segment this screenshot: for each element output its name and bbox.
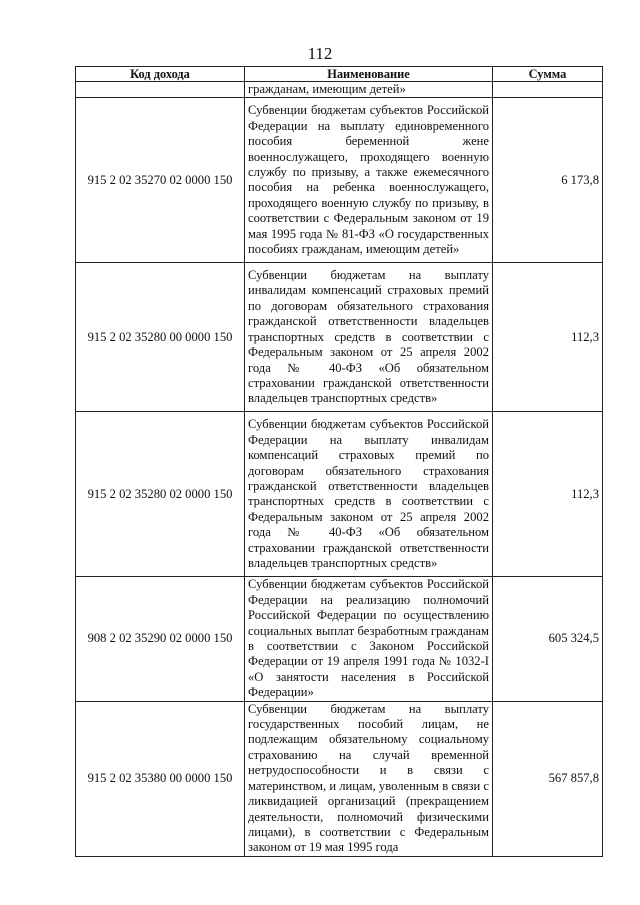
table-row bbox=[76, 412, 603, 577]
table-row bbox=[76, 98, 603, 263]
revenue-name-cell: Субвенции бюджетам субъектов Российской Федерации на реализацию полномочий Российской Федерации по осуществлению социальных выплат безработным гражданам в соответствии с Законом Российской Федерации от 19 апреля 1991 года № 1032-I «О занятости населения в Российской Федерации» bbox=[245, 577, 493, 701]
page-number: 112 bbox=[307, 44, 333, 63]
revenue-code-cell: 915 2 02 35270 02 0000 150 bbox=[76, 98, 245, 263]
revenue-sum-cell: 112,3 bbox=[493, 263, 603, 412]
revenue-sum-cell: 112,3 bbox=[493, 412, 603, 577]
table-row bbox=[76, 577, 603, 701]
revenue-sum-cell: 605 324,5 bbox=[493, 577, 603, 701]
revenue-code-cell: 915 2 02 35280 00 0000 150 bbox=[76, 263, 245, 412]
revenue-sum-cell bbox=[493, 82, 603, 98]
table-header-row bbox=[76, 67, 603, 82]
revenue-code-cell: 915 2 02 35380 00 0000 150 bbox=[76, 701, 245, 856]
revenue-name-cell: Субвенции бюджетам субъектов Российской Федерации на выплату единовременного пособия беременной жене военнослужащего, проходящего военную службу по призыву, а также ежемесячного пособия на ребенка военнослужащего, проходящего военную службу по призыву, в соответствии с Федеральным законом от 19 мая 1995 года № 81-ФЗ «О государственных пособиях гражданам, имеющим детей» bbox=[245, 98, 493, 263]
revenue-name-cell: Субвенции бюджетам субъектов Российской Федерации на выплату инвалидам компенсаций страховых премий по договорам обязательного страхования гражданской ответственности владельцев транспортных средств в соответствии с Федеральным законом от 25 апреля 2002 года № 40-ФЗ «Об обязательном страховании гражданской ответственности владельцев транспортных средств» bbox=[245, 412, 493, 577]
table-row bbox=[76, 701, 603, 856]
revenue-name-cell: гражданам, имеющим детей» bbox=[245, 82, 493, 98]
revenue-name-cell: Субвенции бюджетам на выплату государственных пособий лицам, не подлежащим обязательному социальному страхованию на случай временной нетрудоспособности и в связи с материнством, и лицам, уволенным в связи с ликвидацией организаций (прекращением деятельности, полномочий физическими лицами), в соответствии с Федеральным законом от 19 мая 1995 года bbox=[245, 701, 493, 856]
revenue-code-cell: 915 2 02 35280 02 0000 150 bbox=[76, 412, 245, 577]
revenue-sum-cell: 567 857,8 bbox=[493, 701, 603, 856]
header-name: Наименование bbox=[245, 67, 493, 82]
revenue-code-cell bbox=[76, 82, 245, 98]
revenue-table bbox=[75, 66, 603, 857]
table-row bbox=[76, 82, 603, 98]
header-code: Код дохода bbox=[76, 67, 245, 82]
revenue-name-cell: Субвенции бюджетам на выплату инвалидам компенсаций страховых премий по договорам обязательного страхования гражданской ответственности владельцев транспортных средств в соответствии с Федеральным законом от 25 апреля 2002 года № 40-ФЗ «Об обязательном страховании гражданской ответственности владельцев транспортных средств» bbox=[245, 263, 493, 412]
revenue-sum-cell: 6 173,8 bbox=[493, 98, 603, 263]
header-sum: Сумма bbox=[493, 67, 603, 82]
table-row bbox=[76, 263, 603, 412]
revenue-code-cell: 908 2 02 35290 02 0000 150 bbox=[76, 577, 245, 701]
